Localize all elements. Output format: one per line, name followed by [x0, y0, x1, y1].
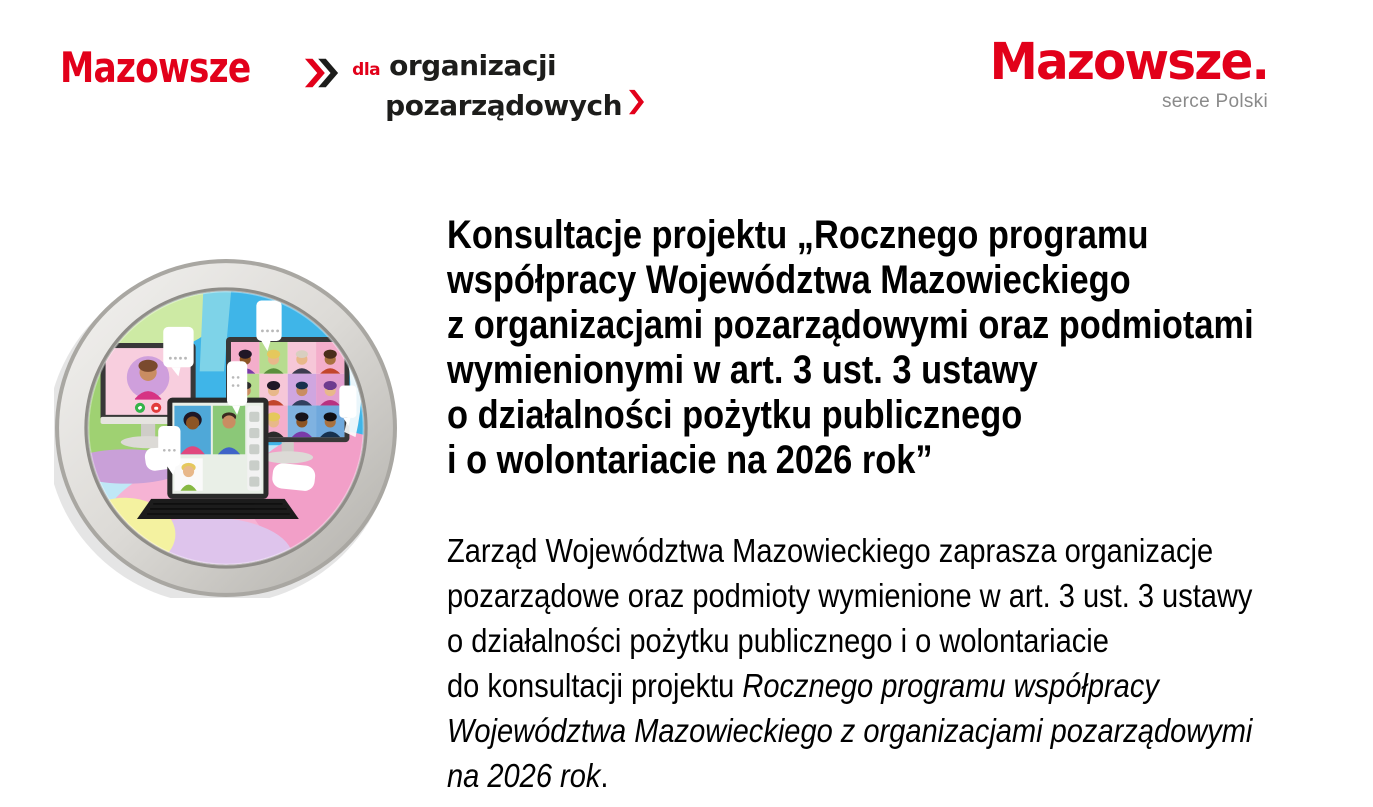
logo-mazowsze-serce-polski [960, 33, 1268, 113]
call-end-icon [151, 403, 161, 413]
body-line: na 2026 rok. [447, 757, 609, 794]
logo-left-dla: dla [352, 60, 381, 80]
title-line: Konsultacje projektu „Rocznego programu [447, 213, 1149, 257]
double-chevron-icon [304, 56, 340, 95]
title-line: o działalności pożytku publicznego [447, 393, 1023, 437]
title-line: z organizacjami pozarządowymi oraz podmiotami [447, 303, 1254, 347]
title-line: wymienionymi w art. 3 ust. 3 ustawy [447, 348, 1038, 392]
logo-right-tagline: serce Polski [1161, 90, 1268, 112]
title-line: współpracy Województwa Mazowieckiego [447, 258, 1131, 302]
title-line: i o wolontariacie na 2026 rok” [447, 438, 933, 482]
chevron-right-icon [629, 88, 644, 123]
video-conference-illustration [54, 258, 398, 598]
body-line: do konsultacji projektu Rocznego programu współpracy [447, 667, 1159, 704]
call-accept-icon [135, 403, 145, 413]
page-title [447, 213, 1373, 483]
logo-left-line1: organizacji [389, 49, 557, 82]
body-line: Zarząd Województwa Mazowieckiego zaprasza organizacje [447, 532, 1214, 569]
logo-left-brand: Mazowsze [60, 43, 251, 92]
logo-right-brand: Mazowsze. [989, 33, 1268, 92]
logo-left-text [352, 48, 644, 123]
body-line: o działalności pożytku publicznego i o wolontariacie [447, 622, 1109, 659]
body-line: Województwa Mazowieckiego z organizacjami pozarządowymi [447, 712, 1253, 749]
body-line: pozarządowe oraz podmioty wymienione w art. 3 ust. 3 ustawy [447, 577, 1253, 614]
logo-mazowsze-dla-ngo [60, 43, 644, 123]
logo-left-line2: pozarządowych [385, 89, 623, 122]
body-paragraph [447, 528, 1362, 798]
